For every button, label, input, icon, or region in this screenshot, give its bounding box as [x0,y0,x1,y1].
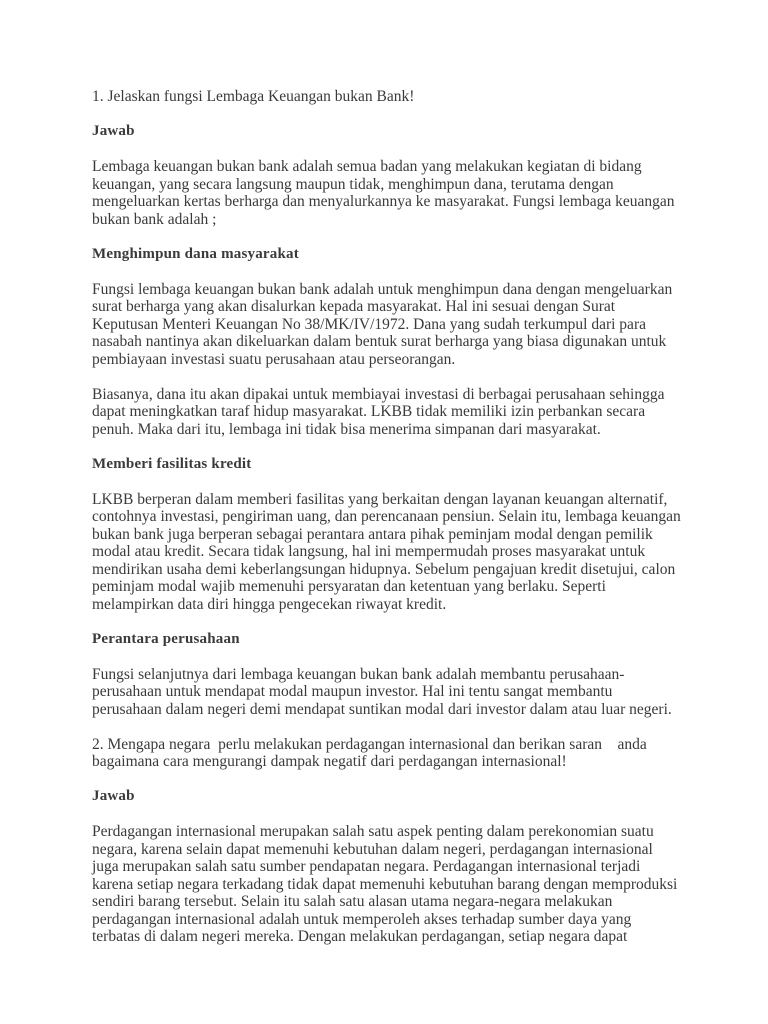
paragraph-menghimpun-2: Biasanya, dana itu akan dipakai untuk membiayai investasi di berbagai perusahaan sehingga dapat meningkatkan taraf hidup masyarakat. LKBB tidak memiliki izin perbankan secara penuh. Maka dari itu, lembaga ini tidak bisa menerima simpanan dari masyarakat. [92,385,665,438]
question-1: 1. Jelaskan fungsi Lembaga Keuangan bukan Bank! [92,88,415,105]
answer-label-2: Jawab [92,788,135,804]
heading-menghimpun-dana: Menghimpun dana masyarakat [92,245,299,262]
paragraph-perdagangan: Perdagangan internasional merupakan salah satu aspek penting dalam perekonomian suatu negara, karena selain dapat memenuhi kebutuhan dalam negeri, perdagangan internasional juga merupakan salah satu sumber pendapatan negara. Perdagangan internasional terjadi karena setiap negara terkadang tidak dapat memenuhi kebutuhan barang dengan memproduksi sendiri barang tersebut. Selain itu salah satu alasan utama negara-negara melakukan perdagangan internasional adalah untuk memperoleh akses terhadap sumber daya yang terbatas di dalam negeri mereka. Dengan melakukan perdagangan, setiap negara dapat [92,823,678,945]
paragraph-fasilitas-kredit: LKBB berperan dalam memberi fasilitas yang berkaitan dengan layanan keuangan alternatif, contohnya investasi, pengiriman uang, dan perencanaan pensiun. Selain itu, lembaga keuangan bukan bank juga berperan sebagai perantara antara pihak peminjam modal dengan pemilik modal atau kredit. Secara tidak langsung, hal ini mempermudah proses masyarakat untuk mendirikan usaha demi keberlangsungan hidupnya. Sebelum pengajuan kredit disetujui, calon peminjam modal wajib memenuhi persyaratan dan ketentuan yang berlaku. Seperti melampirkan data diri hingga pengecekan riwayat kredit. [92,490,681,613]
answer-label-1: Jawab [92,123,135,139]
intro-paragraph: Lembaga keuangan bukan bank adalah semua badan yang melakukan kegiatan di bidang keuangan, yang secara langsung maupun tidak, menghimpun dana, terutama dengan mengeluarkan kertas berharga dan menyalurkannya ke masyarakat. Fungsi lembaga keuangan bukan bank adalah ; [92,158,675,228]
paragraph-menghimpun-1: Fungsi lembaga keuangan bukan bank adalah untuk menghimpun dana dengan mengeluarkan surat berharga yang akan disalurkan kepada masyarakat. Hal ini sesuai dengan Surat Keputusan Menteri Keuangan No 38/MK/IV/1972. Dana yang sudah terkumpul dari para nasabah nantinya akan dikeluarkan dalam bentuk surat berharga yang biasa digunakan untuk pembiayaan investasi suatu perusahaan atau perseorangan. [92,280,673,368]
question-2: 2. Mengapa negara perlu melakukan perdagangan internasional dan berikan saran anda bagaimana cara mengurangi dampak negatif dari perdagangan internasional! [92,735,651,770]
paragraph-perantara-perusahaan: Fungsi selanjutnya dari lembaga keuangan bukan bank adalah membantu perusahaan-perusahaan untuk mendapat modal maupun investor. Hal ini tentu sangat membantu perusahaan dalam negeri demi mendapat suntikan modal dari investor dalam atau luar negeri. [92,665,672,718]
document-page [92,88,682,946]
heading-perantara-perusahaan: Perantara perusahaan [92,630,240,647]
heading-fasilitas-kredit: Memberi fasilitas kredit [92,455,252,472]
